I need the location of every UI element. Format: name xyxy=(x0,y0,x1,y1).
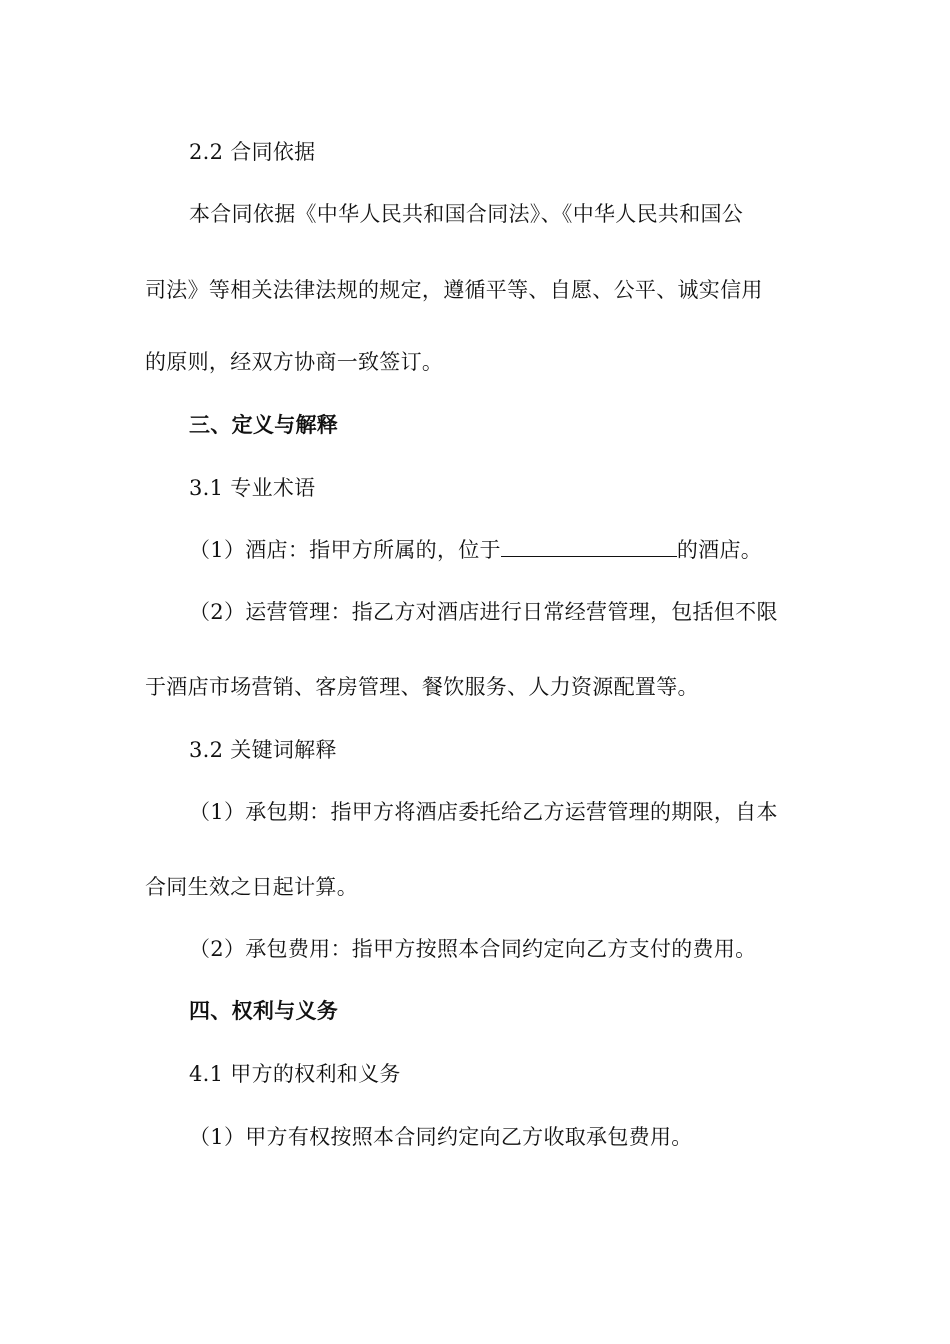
paragraph-line: 于酒店市场营销、客房管理、餐饮服务、人力资源配置等。 xyxy=(145,675,699,699)
paragraph-line: 司法》等相关法律法规的规定，遵循平等、自愿、公平、诚实信用 xyxy=(145,278,763,302)
definition-item-hotel xyxy=(189,535,859,565)
paragraph-line: 合同生效之日起计算。 xyxy=(145,875,358,899)
section-heading-3: 三、定义与解释 xyxy=(189,412,339,437)
fill-in-blank xyxy=(501,536,677,557)
definition-text: 的酒店。 xyxy=(676,538,763,562)
subheading-3-1: 3.1 专业术语 xyxy=(189,476,316,500)
paragraph-line: （2）运营管理：指乙方对酒店进行日常经营管理，包括但不限 xyxy=(189,600,778,624)
paragraph-line: 的原则，经双方协商一致签订。 xyxy=(145,350,444,374)
paragraph-line: （2）承包费用：指甲方按照本合同约定向乙方支付的费用。 xyxy=(189,937,757,961)
paragraph-line: 本合同依据《中华人民共和国合同法》、《中华人民共和国公 xyxy=(189,202,744,226)
subheading-3-2: 3.2 关键词解释 xyxy=(189,738,337,762)
paragraph-line: （1）承包期：指甲方将酒店委托给乙方运营管理的期限，自本 xyxy=(189,800,778,824)
section-heading-4: 四、权利与义务 xyxy=(189,998,339,1023)
subheading-2-2: 2.2 合同依据 xyxy=(189,140,316,164)
subheading-4-1: 4.1 甲方的权利和义务 xyxy=(189,1062,401,1086)
paragraph-line: （1）甲方有权按照本合同约定向乙方收取承包费用。 xyxy=(189,1125,693,1149)
definition-text: （1）酒店：指甲方所属的，位于 xyxy=(189,538,501,562)
